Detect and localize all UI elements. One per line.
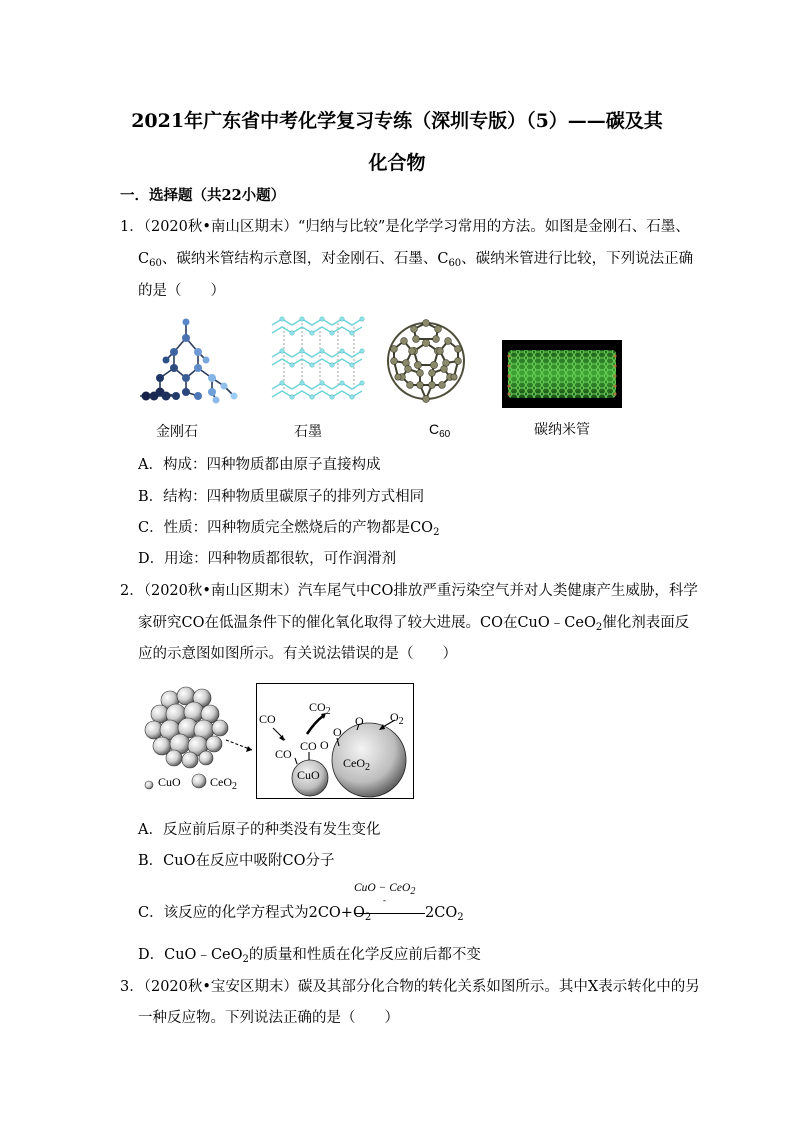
q2-option-a: A．反应前后原子的种类没有发生变化 [138, 822, 381, 838]
q3-stem-line-2: 一种反应物。下列说法正确的是（ ） [138, 1010, 399, 1026]
c60-caption: $C_{60}$ [429, 421, 451, 440]
q1-stem-line-3: 的是（ ） [138, 283, 225, 299]
q1-stem-line-1: 1．（2020秋•南山区期末）“归纳与比较”是化学学习常用的方法。如图是金刚石、石墨、 [120, 219, 690, 235]
diamond-structure-image [136, 316, 240, 404]
c60-structure-image [380, 315, 472, 407]
q2-option-d: D．CuO﹣CeO$_2$的质量和性质在化学反应前后都不变 [138, 947, 481, 965]
q1-option-b: B．结构：四种物质里碳原子的排列方式相同 [138, 489, 425, 505]
o-label-2: O [333, 725, 342, 739]
section-heading: 一．选择题（共22小题） [120, 187, 286, 204]
q1-option-a: A．构成：四种物质都由原子直接构成 [138, 457, 381, 473]
co-label-incoming: CO [259, 712, 276, 726]
q2-option-c-product: $2CO_2$ [425, 905, 464, 923]
cuo-legend-label: CuO [158, 775, 181, 789]
q2-option-c: C．该反应的化学方程式为$2CO+O_2$ [138, 905, 372, 923]
q2-stem-line-3: 应的示意图如图所示。有关说法错误的是（ ） [138, 646, 457, 662]
co2-product-label: $CO_2$ [309, 700, 331, 717]
o2-reactant-label: $O_2$ [390, 710, 404, 727]
co-label-adsorbed-right: CO [300, 739, 317, 753]
ceo2-particle-label: CeO$_2$ [343, 756, 370, 773]
ceo2-legend-icon [191, 773, 207, 789]
o-label-1: O [320, 738, 329, 752]
equation-catalyst-label: CuO − CeO$_2$ [354, 882, 416, 897]
carbon-nanotube-image [502, 340, 622, 408]
nanotube-caption: 碳纳米管 [534, 421, 590, 437]
q2-option-b: B．CuO在反应中吸附CO分子 [138, 853, 335, 869]
diamond-caption: 金刚石 [156, 423, 198, 439]
document-title-line-1: 2021年广东省中考化学复习专练（深圳专版）（5）——碳及其 [131, 110, 663, 132]
q2-stem-line-1: 2．（2020秋•南山区期末）汽车尾气中CO排放严重污染空气并对人类健康产生威胁，科学 [120, 583, 698, 599]
q1-option-c: C．性质：四种物质完全燃烧后的产物都是$CO_2$ [138, 520, 440, 538]
q3-stem-line-1: 3．（2020秋•宝安区期末）碳及其部分化合物的转化关系如图所示。其中X表示转化中的另 [120, 979, 700, 995]
graphite-caption: 石墨 [294, 423, 322, 439]
cuo-particle-label: CuO [297, 768, 320, 782]
co-label-adsorbed-left: CO [275, 747, 292, 761]
o-label-3: O [355, 714, 364, 728]
graphite-structure-image [268, 313, 366, 405]
catalyst-cluster-image [140, 686, 260, 776]
ceo2-legend-label: CeO$_2$ [210, 775, 237, 792]
equation-dash-mark: - [383, 895, 386, 905]
q1-stem-line-2: $C_{60}$、碳纳米管结构示意图，对金刚石、石墨、$C_{60}$、碳纳米管进行比较，下列说法正确 [138, 251, 694, 269]
cuo-legend-icon [143, 776, 155, 788]
q2-stem-line-2: 家研究CO在低温条件下的催化氧化取得了较大进展。CO在CuO﹣CeO$_2$催化剂表面反 [138, 615, 690, 633]
reaction-diagram-frame [256, 683, 414, 799]
document-title-line-2: 化合物 [368, 152, 426, 174]
q1-option-d: D．用途：四种物质都很软，可作润滑剂 [138, 551, 397, 567]
